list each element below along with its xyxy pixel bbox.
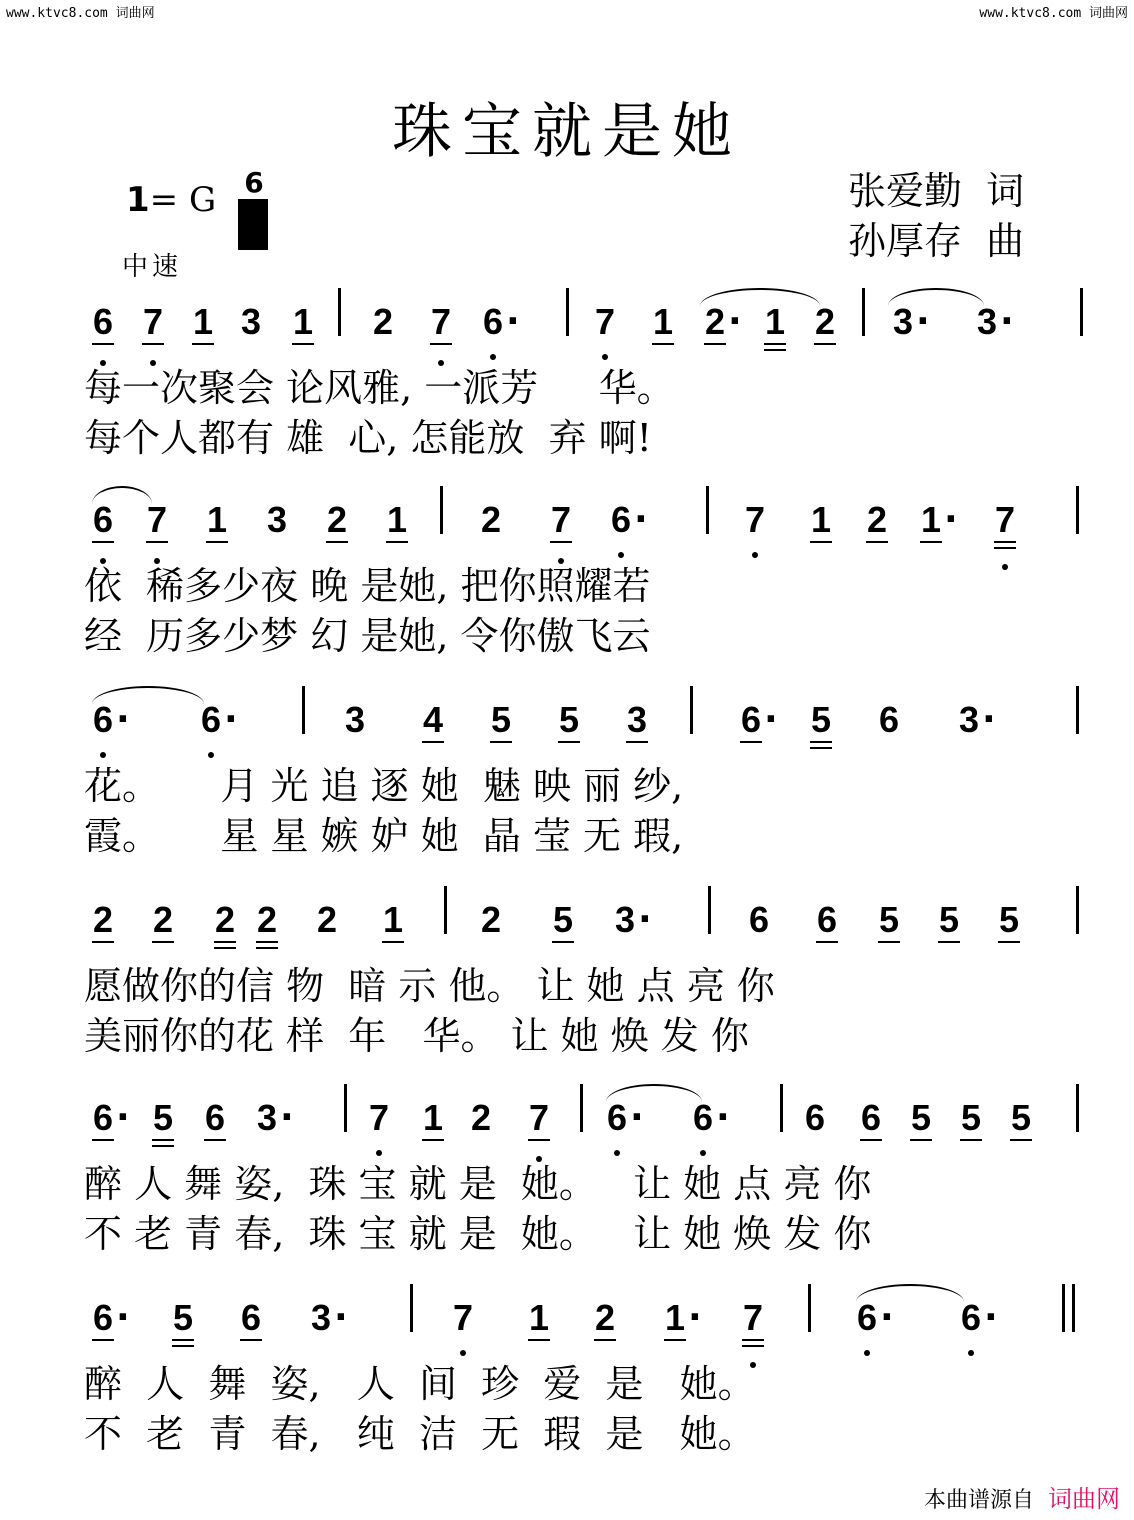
note: 7 xyxy=(364,1098,394,1138)
note: 7 xyxy=(448,1298,478,1338)
barline xyxy=(1062,1284,1065,1332)
augmentation-dot: · xyxy=(116,1297,130,1338)
note: 3 xyxy=(310,1297,332,1338)
barline xyxy=(344,1084,347,1132)
note: 6 xyxy=(748,899,770,940)
augmentation-dot: · xyxy=(634,499,648,540)
lyric-line-verse1: 愿做你的信 物 暗 示 他。 让 她 点 亮 你 xyxy=(84,964,775,1008)
note: 7 xyxy=(426,302,456,342)
barline xyxy=(808,1284,811,1332)
barline xyxy=(566,288,569,336)
augmentation-dot: · xyxy=(280,1097,294,1138)
barline xyxy=(1080,288,1083,336)
augmentation-dot: · xyxy=(688,1297,702,1338)
note: 7 xyxy=(546,500,576,540)
barline xyxy=(444,886,447,934)
note: 2 xyxy=(372,301,394,342)
note: 3 xyxy=(614,899,636,940)
lyric-line-verse2: 不 老 青 春, 珠 宝 就 是 她。 让 她 焕 发 你 xyxy=(84,1212,872,1256)
note: 2 xyxy=(148,900,178,940)
note: 2 xyxy=(590,1298,620,1338)
barline xyxy=(410,1284,413,1332)
note: 2 xyxy=(480,499,502,540)
note: 2 xyxy=(470,1097,492,1138)
note: 6 xyxy=(196,700,226,740)
note: 3 xyxy=(976,301,998,342)
note: 7 xyxy=(590,302,620,342)
note: 1 xyxy=(524,1298,554,1338)
note: 6 xyxy=(236,1298,266,1338)
tempo-marking: 中速 xyxy=(122,252,183,282)
note: 1 xyxy=(418,1098,448,1138)
note: 2 xyxy=(700,302,730,342)
note: 5 xyxy=(906,1098,936,1138)
augmentation-dot: · xyxy=(880,1297,894,1338)
slur xyxy=(92,686,204,704)
note: 2 xyxy=(252,900,282,940)
note: 6 xyxy=(88,1098,118,1138)
barline xyxy=(440,486,443,534)
note: 3 xyxy=(622,700,652,740)
lyricist-credit: 张爱勤 词 xyxy=(848,169,1025,213)
lyric-line-verse1: 每一次聚会 论风雅, 一派芳 华。 xyxy=(84,366,675,410)
augmentation-dot: · xyxy=(506,301,520,342)
note: 5 xyxy=(874,900,904,940)
augmentation-dot: · xyxy=(1000,301,1014,342)
augmentation-dot: · xyxy=(224,699,238,740)
note: 3 xyxy=(240,301,262,342)
key-signature: 1= G xyxy=(126,180,217,220)
note: 2 xyxy=(862,500,892,540)
lyric-line-verse2: 经 历多少梦 幻 是她, 令你傲飞云 xyxy=(84,614,651,658)
note: 3 xyxy=(958,699,980,740)
note: 1 xyxy=(660,1298,690,1338)
note: 6 xyxy=(736,700,766,740)
note: 6 xyxy=(688,1098,718,1138)
note: 2 xyxy=(210,900,240,940)
note: 5 xyxy=(168,1298,198,1338)
note: 1 xyxy=(648,302,678,342)
lyric-line-verse1: 依 稀多少夜 晚 是她, 把你照耀若 xyxy=(84,564,651,608)
note: 6 xyxy=(606,500,636,540)
barline xyxy=(780,1084,783,1132)
note: 1 xyxy=(382,500,412,540)
note: 5 xyxy=(554,700,584,740)
note: 7 xyxy=(738,1298,768,1338)
note: 5 xyxy=(956,1098,986,1138)
slur xyxy=(606,1084,702,1102)
slur xyxy=(856,1284,964,1302)
lyric-line-verse2: 不 老 青 春, 纯 洁 无 瑕 是 她。 xyxy=(84,1412,756,1456)
augmentation-dot: · xyxy=(716,1097,730,1138)
note: 7 xyxy=(142,500,172,540)
note: 7 xyxy=(524,1098,554,1138)
header-website-left: www.ktvc8.com 词曲网 xyxy=(6,6,155,21)
lyric-line-verse2: 每个人都有 雄 心, 怎能放 弃 啊! xyxy=(84,416,652,460)
barline xyxy=(708,886,711,934)
song-title: 珠宝就是她 xyxy=(392,97,742,167)
note: 6 xyxy=(478,302,508,342)
note: 1 xyxy=(378,900,408,940)
augmentation-dot: · xyxy=(764,699,778,740)
note: 6 xyxy=(812,900,842,940)
note: 5 xyxy=(486,700,516,740)
note: 1 xyxy=(288,302,318,342)
note: 6 xyxy=(878,699,900,740)
barline xyxy=(338,288,341,336)
note: 6 xyxy=(88,1298,118,1338)
note: 3 xyxy=(344,699,366,740)
barline xyxy=(1076,486,1079,534)
slur xyxy=(888,288,984,306)
barline xyxy=(690,686,693,734)
augmentation-dot: · xyxy=(728,301,742,342)
note: 3 xyxy=(892,301,914,342)
note: 2 xyxy=(810,302,840,342)
augmentation-dot: · xyxy=(116,1097,130,1138)
note: 5 xyxy=(806,700,836,740)
note: 1 xyxy=(806,500,836,540)
barline xyxy=(580,1084,583,1132)
augmentation-dot: · xyxy=(630,1097,644,1138)
barline xyxy=(1076,1084,1079,1132)
slur xyxy=(92,486,152,504)
footer-source xyxy=(924,1479,1120,1514)
composer-credit: 孙厚存 曲 xyxy=(848,219,1025,263)
time-signature xyxy=(238,168,270,228)
lyric-line-verse2: 霞。 星 星 嫉 妒 她 晶 莹 无 瑕, xyxy=(84,814,684,858)
key-note: G xyxy=(188,180,217,220)
note: 6 xyxy=(88,500,118,540)
note: 6 xyxy=(856,1098,886,1138)
lyric-line-verse1: 醉 人 舞 姿, 珠 宝 就 是 她。 让 她 点 亮 你 xyxy=(84,1162,872,1206)
note: 1 xyxy=(188,302,218,342)
augmentation-dot: · xyxy=(116,699,130,740)
note: 1 xyxy=(916,500,946,540)
note: 3 xyxy=(256,1097,278,1138)
lyric-line-verse1: 醉 人 舞 姿, 人 间 珍 爱 是 她。 xyxy=(84,1362,756,1406)
note: 7 xyxy=(138,302,168,342)
augmentation-dot: · xyxy=(638,899,652,940)
note: 5 xyxy=(1006,1098,1036,1138)
note: 6 xyxy=(88,700,118,740)
augmentation-dot: · xyxy=(982,699,996,740)
footer-source-label: 本曲谱源自 xyxy=(923,1488,1034,1513)
note: 7 xyxy=(990,500,1020,540)
note: 3 xyxy=(266,499,288,540)
note: 4 xyxy=(418,700,448,740)
note: 1 xyxy=(202,500,232,540)
augmentation-dot: · xyxy=(334,1297,348,1338)
note: 6 xyxy=(956,1298,986,1338)
barline xyxy=(706,486,709,534)
note: 2 xyxy=(480,899,502,940)
augmentation-dot: · xyxy=(984,1297,998,1338)
augmentation-dot: · xyxy=(916,301,930,342)
footer-brand: 词曲网 xyxy=(1048,1485,1120,1513)
barline xyxy=(1076,886,1079,934)
header-website-right: www.ktvc8.com 词曲网 xyxy=(979,6,1128,21)
augmentation-dot: · xyxy=(944,499,958,540)
note: 2 xyxy=(322,500,352,540)
meter-top: 6 xyxy=(244,166,264,199)
slur xyxy=(700,288,820,306)
note: 6 xyxy=(200,1098,230,1138)
barline xyxy=(1076,686,1079,734)
note: 5 xyxy=(934,900,964,940)
note: 1 xyxy=(760,302,790,342)
barline xyxy=(862,288,865,336)
barline xyxy=(302,686,305,734)
barline xyxy=(1072,1284,1075,1332)
note: 7 xyxy=(740,500,770,540)
note: 5 xyxy=(148,1098,178,1138)
note: 6 xyxy=(602,1098,632,1138)
note: 2 xyxy=(316,899,338,940)
note: 5 xyxy=(548,900,578,940)
lyric-line-verse2: 美丽你的花 样 年 华。 让 她 焕 发 你 xyxy=(84,1014,749,1058)
note: 6 xyxy=(88,302,118,342)
note: 6 xyxy=(804,1097,826,1138)
note: 5 xyxy=(994,900,1024,940)
note: 6 xyxy=(852,1298,882,1338)
note: 2 xyxy=(88,900,118,940)
lyric-line-verse1: 花。 月 光 追 逐 她 魅 映 丽 纱, xyxy=(84,764,684,808)
